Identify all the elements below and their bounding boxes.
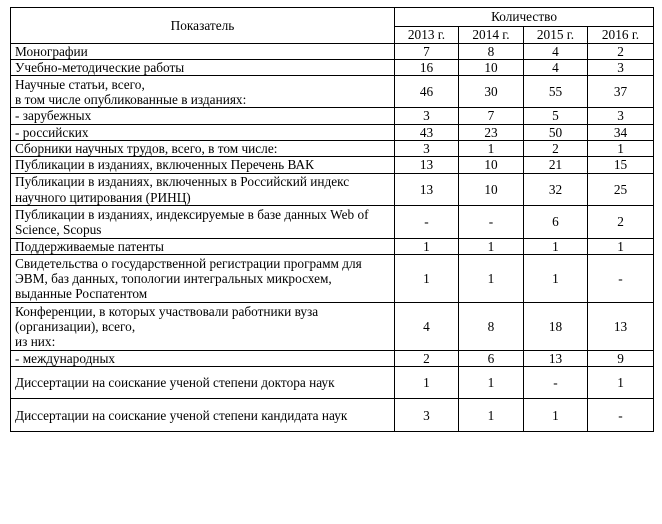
row-value: 10 xyxy=(459,157,524,174)
row-value: 46 xyxy=(395,76,459,108)
row-value: 3 xyxy=(395,399,459,432)
row-label: - международных xyxy=(11,351,395,367)
row-value: 13 xyxy=(395,174,459,206)
row-label: Научные статьи, всего, в том числе опубликованные в изданиях: xyxy=(11,76,395,108)
row-label: Сборники научных трудов, всего, в том числе: xyxy=(11,140,395,156)
row-value: 3 xyxy=(588,60,654,76)
row-value: 2 xyxy=(395,351,459,367)
document-page xyxy=(10,7,654,432)
row-value: 1 xyxy=(524,239,588,255)
row-label: Монографии xyxy=(11,44,395,60)
table-row xyxy=(11,44,654,60)
year-header: 2015 г. xyxy=(524,27,588,44)
table-row xyxy=(11,303,654,351)
row-label: Конференции, в которых участвовали работники вуза (организации), всего, из них: xyxy=(11,303,395,351)
row-value: - xyxy=(524,367,588,399)
table-row xyxy=(11,351,654,367)
row-value: 10 xyxy=(459,174,524,206)
row-value: 7 xyxy=(459,108,524,124)
header-row xyxy=(11,8,654,27)
row-label: Публикации в изданиях, включенных в Российский индекс научного цитирования (РИНЦ) xyxy=(11,174,395,206)
table-row xyxy=(11,157,654,174)
row-value: 13 xyxy=(395,157,459,174)
row-value: 15 xyxy=(588,157,654,174)
row-label: Поддерживаемые патенты xyxy=(11,239,395,255)
row-value: 4 xyxy=(524,60,588,76)
year-header: 2014 г. xyxy=(459,27,524,44)
row-label: - российских xyxy=(11,124,395,140)
row-value: 43 xyxy=(395,124,459,140)
row-value: - xyxy=(588,255,654,303)
row-value: 1 xyxy=(459,255,524,303)
row-value: 55 xyxy=(524,76,588,108)
row-value: 1 xyxy=(459,367,524,399)
row-value: 3 xyxy=(588,108,654,124)
row-value: 1 xyxy=(588,367,654,399)
row-value: 8 xyxy=(459,303,524,351)
row-value: 10 xyxy=(459,60,524,76)
row-value: 1 xyxy=(524,399,588,432)
year-header: 2016 г. xyxy=(588,27,654,44)
publications-table xyxy=(10,7,654,432)
table-row xyxy=(11,399,654,432)
table-row xyxy=(11,206,654,239)
row-value: 1 xyxy=(524,255,588,303)
row-value: 4 xyxy=(395,303,459,351)
table-row xyxy=(11,174,654,206)
row-value: 4 xyxy=(524,44,588,60)
indicator-header: Показатель xyxy=(11,8,395,44)
table-row xyxy=(11,140,654,156)
row-label: Диссертации на соискание ученой степени доктора наук xyxy=(11,367,395,399)
row-value: 1 xyxy=(459,140,524,156)
table-row xyxy=(11,239,654,255)
row-label: Публикации в изданиях, включенных Перечень ВАК xyxy=(11,157,395,174)
row-value: 6 xyxy=(459,351,524,367)
row-label: Публикации в изданиях, индексируемые в базе данных Web of Science, Scopus xyxy=(11,206,395,239)
row-value: 25 xyxy=(588,174,654,206)
row-value: 18 xyxy=(524,303,588,351)
row-value: 3 xyxy=(395,140,459,156)
row-value: 9 xyxy=(588,351,654,367)
year-header: 2013 г. xyxy=(395,27,459,44)
table-row xyxy=(11,76,654,108)
row-value: 6 xyxy=(524,206,588,239)
row-value: 1 xyxy=(588,140,654,156)
row-value: 23 xyxy=(459,124,524,140)
row-value: 13 xyxy=(524,351,588,367)
row-value: 5 xyxy=(524,108,588,124)
table-row xyxy=(11,124,654,140)
row-value: 1 xyxy=(395,367,459,399)
table-row xyxy=(11,60,654,76)
row-value: 8 xyxy=(459,44,524,60)
row-value: 16 xyxy=(395,60,459,76)
row-label: Учебно-методические работы xyxy=(11,60,395,76)
row-value: 3 xyxy=(395,108,459,124)
row-value: 21 xyxy=(524,157,588,174)
row-value: 1 xyxy=(395,239,459,255)
row-value: - xyxy=(459,206,524,239)
row-label: Свидетельства о государственной регистрации программ для ЭВМ, баз данных, топологии интегральных микросхем, выданные Роспатентом xyxy=(11,255,395,303)
row-value: 1 xyxy=(459,239,524,255)
table-row xyxy=(11,108,654,124)
row-value: - xyxy=(395,206,459,239)
table-body xyxy=(11,44,654,432)
row-value: 1 xyxy=(395,255,459,303)
row-value: 2 xyxy=(588,206,654,239)
row-value: 30 xyxy=(459,76,524,108)
quantity-header: Количество xyxy=(395,8,654,27)
table-row xyxy=(11,255,654,303)
row-label: - зарубежных xyxy=(11,108,395,124)
row-value: 50 xyxy=(524,124,588,140)
row-value: 13 xyxy=(588,303,654,351)
row-value: 37 xyxy=(588,76,654,108)
row-value: 34 xyxy=(588,124,654,140)
row-value: 1 xyxy=(459,399,524,432)
row-label: Диссертации на соискание ученой степени кандидата наук xyxy=(11,399,395,432)
row-value: 2 xyxy=(524,140,588,156)
table-row xyxy=(11,367,654,399)
row-value: 1 xyxy=(588,239,654,255)
row-value: 7 xyxy=(395,44,459,60)
row-value: 32 xyxy=(524,174,588,206)
row-value: - xyxy=(588,399,654,432)
row-value: 2 xyxy=(588,44,654,60)
